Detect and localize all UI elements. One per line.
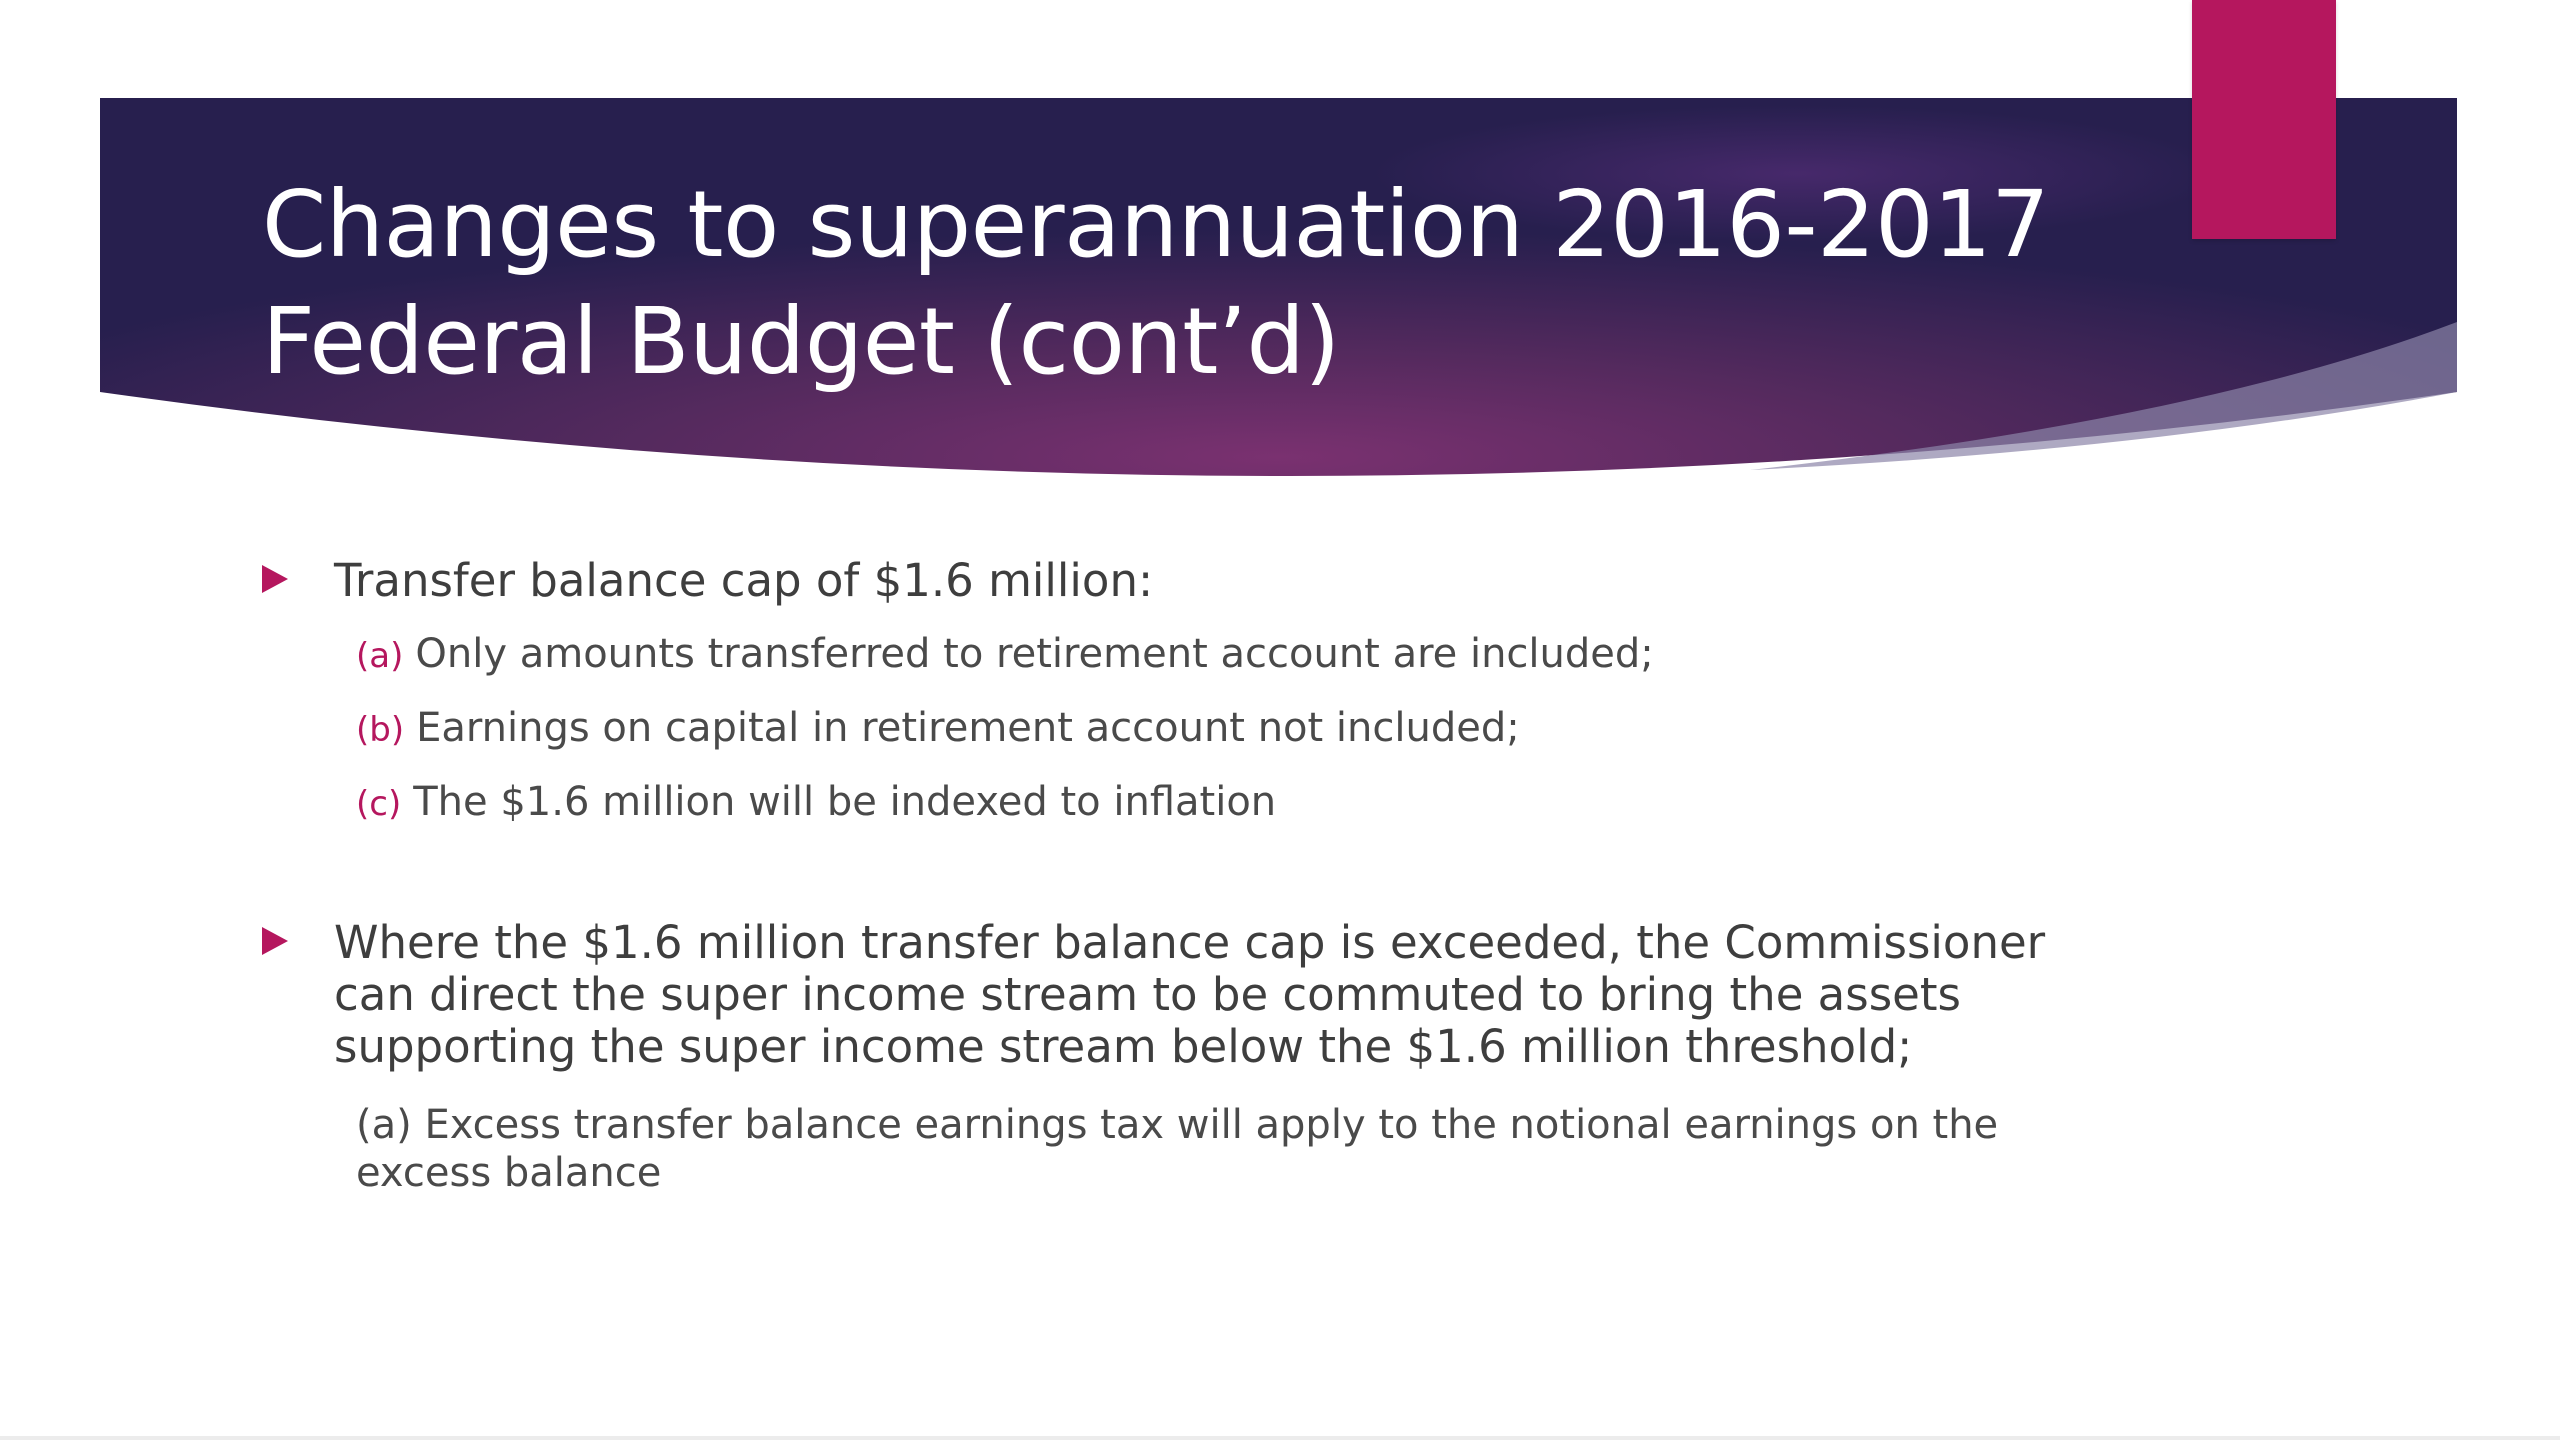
title-line-2: Federal Budget (cont’d) [262, 288, 1340, 395]
sub-item-text: Earnings on capital in retirement account not included; [416, 705, 1520, 751]
bullet-item [262, 917, 2122, 1073]
sub-item-text: The $1.6 million will be indexed to inflation [413, 779, 1277, 825]
triangle-arrow-icon [262, 565, 288, 593]
slide-content [262, 555, 2122, 1197]
sub-item-marker: (c) [356, 784, 402, 824]
bullet-item [262, 555, 2122, 607]
sub-paragraph: (a) Excess transfer balance earnings tax will apply to the notional earnings on the excess balance [356, 1102, 1999, 1196]
bottom-divider [0, 1436, 2560, 1440]
bullet-text: Transfer balance cap of $1.6 million: [334, 554, 1154, 607]
sub-item [356, 777, 2122, 829]
bullet-text: Where the $1.6 million transfer balance cap is exceeded, the Commissioner can direct the super income stream to be commuted to bring the assets supporting the super income stream below the $1.6 million threshold; [334, 916, 2046, 1073]
sub-item-marker: (b) [356, 710, 405, 750]
sub-item-text: Only amounts transferred to retirement account are included; [415, 631, 1654, 677]
title-line-1: Changes to superannuation 2016-2017 [262, 171, 2050, 278]
sub-item [356, 703, 2122, 755]
sub-list [262, 629, 2122, 829]
sub-item [356, 629, 2122, 681]
slide-title [262, 166, 2162, 400]
triangle-arrow-icon [262, 927, 288, 955]
sub-item-marker: (a) [356, 636, 404, 676]
accent-tab [2192, 0, 2336, 239]
